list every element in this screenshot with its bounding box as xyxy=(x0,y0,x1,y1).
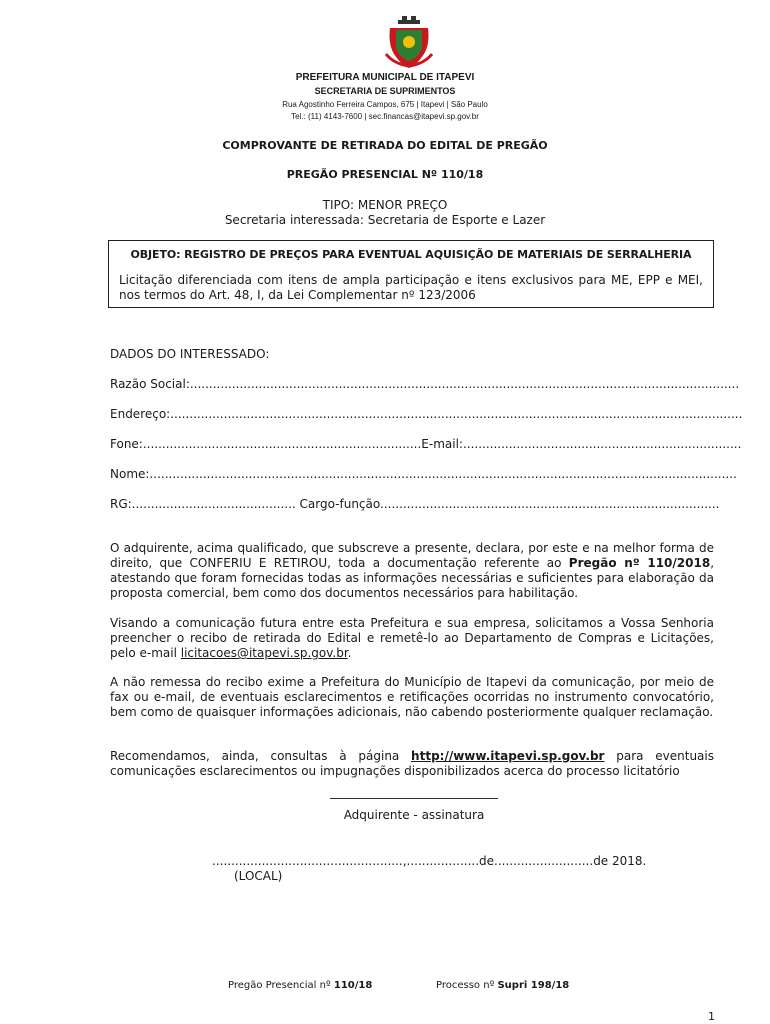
objeto-text: Licitação diferenciada com itens de ampla participação e itens exclusivos para ME, EPP e MEI, nos termos do Art. 48, I, da Lei Complementar nº 123/2006 xyxy=(119,273,703,302)
tipo-line: TIPO: MENOR PREÇO xyxy=(322,198,448,212)
header-contact: Tel.: (11) 4143-7600 | sec.financas@itapevi.sp.gov.br xyxy=(291,112,479,121)
signature-line xyxy=(330,798,498,799)
p1-text-end: , atestando que foram fornecidas todas as informações necessárias e suficientes para elaboração da proposta comercial, bem como dos documentos necessários para habilitação. xyxy=(110,556,715,600)
disclaimer-paragraph: A não remessa do recibo exime a Prefeitura do Município de Itapevi da comunicação, por meio de fax ou e-mail, de eventuais esclarecimentos e retificações ocorridas no instrumento convocatório, bem como de quaisquer informações adicionais, não cabendo posteriormente qualquer reclamação. xyxy=(110,675,714,719)
p2-text-end: . xyxy=(347,646,352,660)
fone-email-field: Fone:.........................................................................E-mail:......................................................................... xyxy=(110,437,742,451)
header-municipality: PREFEITURA MUNICIPAL DE ITAPEVI xyxy=(295,72,475,83)
form-heading: DADOS DO INTERESSADO: xyxy=(110,347,270,361)
declaration-paragraph xyxy=(110,541,714,601)
objeto-title: OBJETO: REGISTRO DE PREÇOS PARA EVENTUAL AQUISIÇÃO DE MATERIAIS DE SERRALHERIA xyxy=(130,248,692,261)
website-link[interactable]: http://www.itapevi.sp.gov.br xyxy=(411,749,605,763)
rg-cargo-field: RG:........................................... Cargo-função......................................................................................... xyxy=(110,497,720,511)
objeto-box xyxy=(108,240,714,308)
communication-paragraph xyxy=(110,616,714,661)
footer-pregao xyxy=(228,980,372,991)
p1-bold-pregao: Pregão nº 110/2018 xyxy=(568,556,711,570)
footer-pregao-value: 110/18 xyxy=(333,980,373,991)
p4-text: Recomendamos, ainda, consultas à página xyxy=(110,749,412,763)
footer-processo xyxy=(436,980,569,991)
razao-social-field: Razão Social:................................................................................................................................................ xyxy=(110,377,740,391)
header-address: Rua Agostinho Ferreira Campos, 675 | Itapevi | São Paulo xyxy=(282,100,488,109)
p4-text-end: para eventuais comunicações esclarecimentos ou impugnações disponibilizados acerca do processo licitatório xyxy=(110,749,714,778)
p1-text: O adquirente, acima qualificado, que subscreve a presente, declara, por este e na melhor forma de direito, que CONFERIU E RETIROU, toda a documentação referente ao xyxy=(110,541,714,570)
date-location-line: ..................................................,...................de..........................de 2018. xyxy=(212,854,647,868)
header-department: SECRETARIA DE SUPRIMENTOS xyxy=(314,86,456,96)
local-label: (LOCAL) xyxy=(234,869,283,883)
secretaria-line: Secretaria interessada: Secretaria de Esporte e Lazer xyxy=(224,213,546,227)
pregao-number: PREGÃO PRESENCIAL Nº 110/18 xyxy=(286,168,484,181)
coat-of-arms-icon xyxy=(384,14,434,70)
p2-text: Visando a comunicação futura entre esta Prefeitura e sua empresa, solicitamos a Vossa Senhoria preencher o recibo de retirada do Edital e remetê-lo ao Departamento de Compras e Licitações, pelo e-mail xyxy=(110,616,714,660)
signature-label: Adquirente - assinatura xyxy=(343,808,485,822)
endereco-field: Endereço:...................................................................................................................................................... xyxy=(110,407,743,421)
page-number: 1 xyxy=(708,1010,715,1023)
document-title: COMPROVANTE DE RETIRADA DO EDITAL DE PREGÃO xyxy=(222,139,548,152)
recommendation-paragraph xyxy=(110,749,714,779)
footer-processo-label: Processo nº xyxy=(436,980,498,991)
footer-processo-value: Supri 198/18 xyxy=(497,980,570,991)
nome-field: Nome:.......................................................................................................................................................... xyxy=(110,467,737,481)
email-link[interactable]: licitacoes@itapevi.sp.gov.br xyxy=(180,646,348,660)
footer-pregao-label: Pregão Presencial nº xyxy=(228,980,334,991)
